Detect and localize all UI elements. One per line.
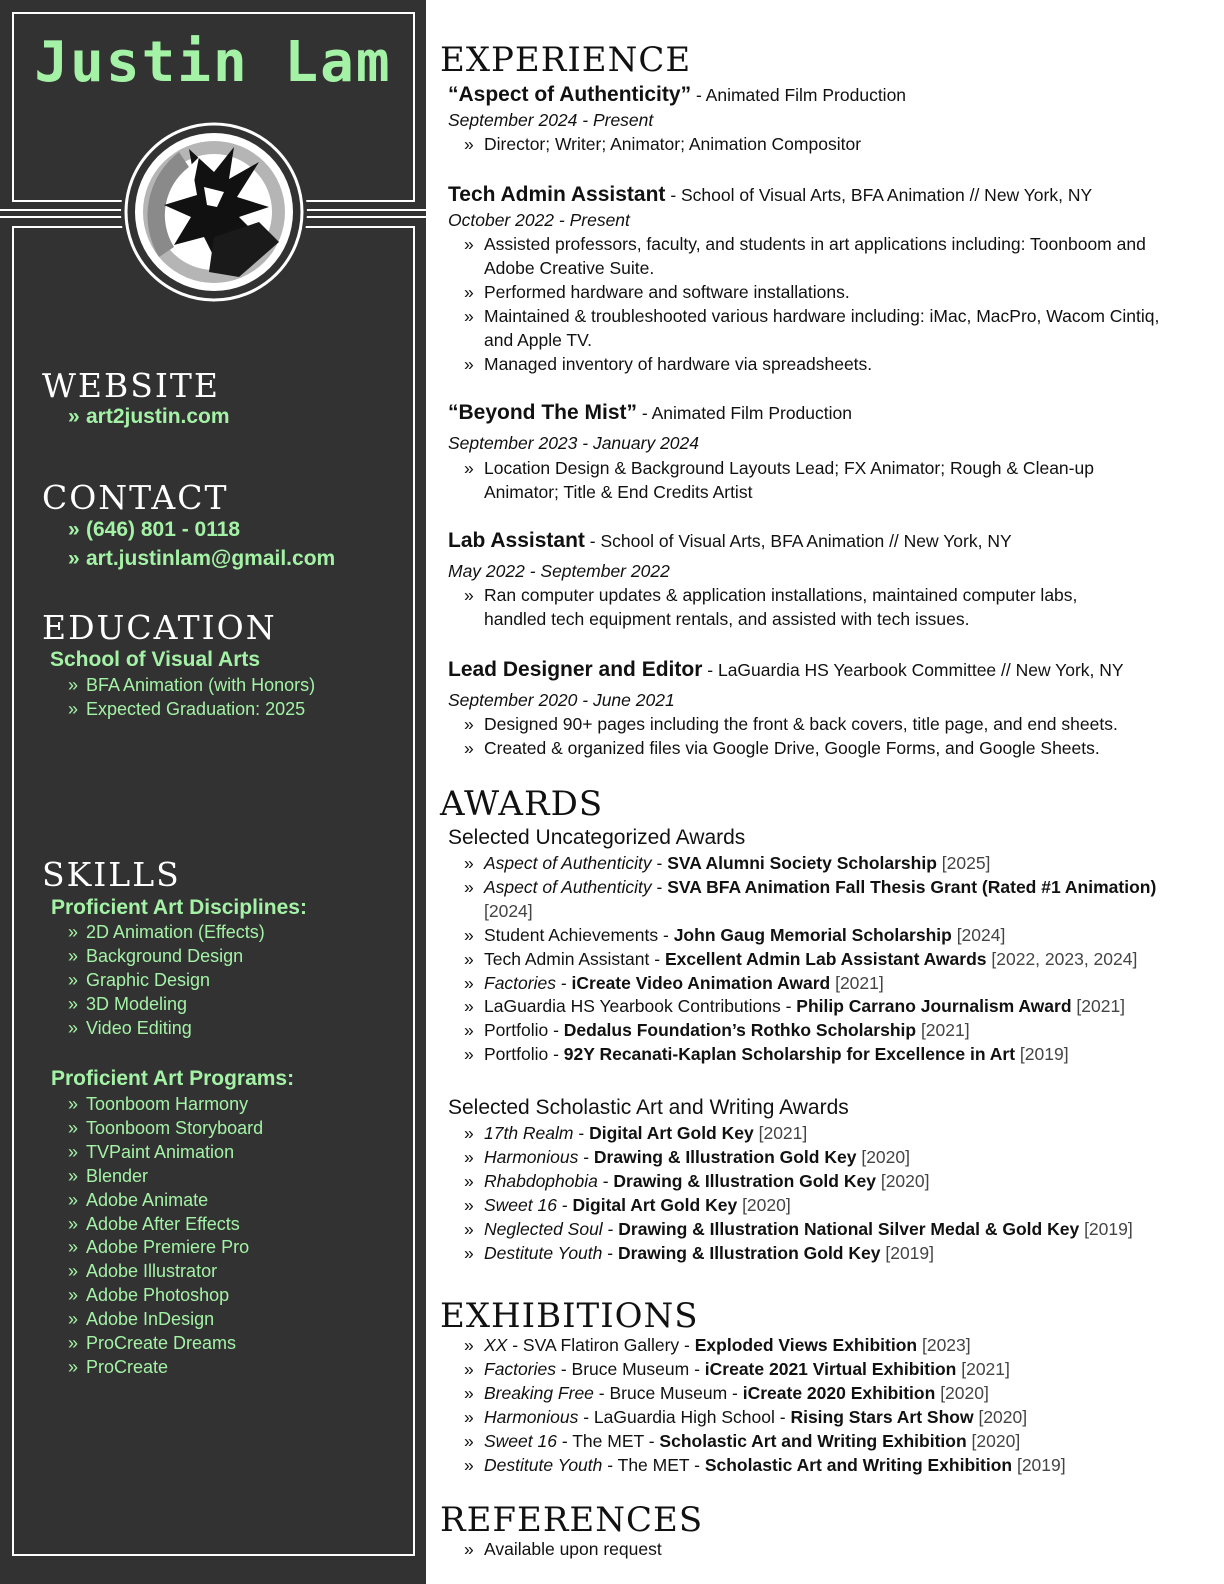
- list-item: » Director; Writer; Animator; Animation Compositor: [464, 133, 1194, 157]
- award-work: Factories: [484, 972, 556, 993]
- exhibition-show: iCreate 2020 Exhibition: [742, 1382, 936, 1403]
- exhibition-year: [2021]: [961, 1358, 1010, 1379]
- exhibition-work: Sweet 16: [484, 1430, 557, 1451]
- list-item: » Student Achievements - John Gaug Memorial Scholarship [2024]: [464, 924, 1174, 948]
- list-item: » Rhabdophobia - Drawing & Illustration Gold Key [2020]: [464, 1170, 1194, 1194]
- website-item: [68, 405, 230, 429]
- list-item: » Destitute Youth - The MET - Scholastic Art and Writing Exhibition [2019]: [464, 1454, 1194, 1478]
- award-name: Drawing & Illustration Gold Key: [593, 1146, 857, 1167]
- exhibition-work: Destitute Youth: [484, 1454, 603, 1475]
- list-item: » Sweet 16 - Digital Art Gold Key [2020]: [464, 1194, 1194, 1218]
- job-title-line: [448, 83, 906, 107]
- award-year: [2019]: [1084, 1218, 1133, 1239]
- award-year: [2021]: [835, 972, 884, 993]
- list-item: » Managed inventory of hardware via spreadsheets.: [464, 353, 1164, 377]
- award-year: [2021]: [1076, 996, 1126, 1017]
- school-name: School of Visual Arts: [50, 648, 261, 671]
- list-item: » Harmonious - Drawing & Illustration Gold Key [2020]: [464, 1146, 1194, 1170]
- list-item: » XX - SVA Flatiron Gallery - Exploded Views Exhibition [2023]: [464, 1334, 1194, 1358]
- award-work: Neglected Soul: [484, 1218, 603, 1239]
- exhibition-venue: Bruce Museum: [571, 1358, 690, 1379]
- list-item: » Breaking Free - Bruce Museum - iCreate 2020 Exhibition [2020]: [464, 1382, 1194, 1406]
- list-item: » Adobe Photoshop: [68, 1284, 263, 1308]
- award-work: Harmonious: [484, 1146, 579, 1167]
- list-item: » 17th Realm - Digital Art Gold Key [2021]: [464, 1122, 1194, 1146]
- exhibition-show: Scholastic Art and Writing Exhibition: [659, 1430, 967, 1451]
- award-name: SVA Alumni Society Scholarship: [667, 853, 937, 873]
- list-item: » Adobe Animate: [68, 1189, 263, 1213]
- job-org: - Animated Film Production: [695, 85, 907, 105]
- list-item: » Created & organized files via Google Drive, Google Forms, and Google Sheets.: [464, 737, 1194, 761]
- job-bullets: [464, 713, 1194, 761]
- list-item: » LaGuardia HS Yearbook Contributions - Philip Carrano Journalism Award [2021]: [464, 995, 1174, 1019]
- exhibitions-heading: EXHIBITIONS: [440, 1296, 699, 1336]
- list-item: » Performed hardware and software installations.: [464, 281, 1164, 305]
- award-work: Aspect of Authenticity: [484, 876, 652, 897]
- award-work: Aspect of Authenticity: [484, 853, 652, 873]
- job-bullets: [464, 457, 1164, 505]
- award-year: [2024]: [484, 900, 533, 921]
- award-year: [2019]: [1019, 1044, 1069, 1065]
- list-item: » Neglected Soul - Drawing & Illustration National Silver Medal & Gold Key [2019]: [464, 1218, 1194, 1242]
- job-bullets: [464, 233, 1164, 376]
- sidebar: [0, 0, 426, 1584]
- logo-emblem-icon: [119, 117, 309, 307]
- scholastic-awards-list: [464, 1122, 1194, 1265]
- job-title: “Aspect of Authenticity”: [448, 83, 692, 106]
- award-work: Portfolio: [484, 1044, 549, 1065]
- list-item: » Factories - Bruce Museum - iCreate 2021 Virtual Exhibition [2021]: [464, 1358, 1194, 1382]
- awards-heading: AWARDS: [440, 784, 604, 824]
- award-name: Drawing & Illustration Gold Key: [617, 1242, 881, 1263]
- award-name: Drawing & Illustration National Silver Medal & Gold Key: [618, 1218, 1080, 1239]
- list-item: » Expected Graduation: 2025: [68, 698, 315, 722]
- email-link[interactable]: art.justinlam@gmail.com: [86, 547, 336, 570]
- list-item: » Graphic Design: [68, 969, 265, 993]
- list-item: » Available upon request: [464, 1538, 1194, 1562]
- list-item: » Location Design & Background Layouts Lead; FX Animator; Rough & Clean-up Animator; Title & End Credits Artist: [464, 457, 1164, 505]
- job-bullets: [464, 133, 1194, 157]
- award-name: John Gaug Memorial Scholarship: [673, 924, 952, 945]
- list-item: » Adobe Premiere Pro: [68, 1236, 263, 1260]
- list-item: » Assisted professors, faculty, and students in art applications including: Toonboom and Adobe Creative Suite.: [464, 233, 1164, 281]
- exhibition-venue: The MET: [617, 1454, 690, 1475]
- list-item: » Harmonious - LaGuardia High School - Rising Stars Art Show [2020]: [464, 1406, 1194, 1430]
- award-work: LaGuardia HS Yearbook Contributions: [484, 996, 781, 1017]
- disciplines-heading: Proficient Art Disciplines:: [51, 896, 307, 919]
- exhibitions-list: [464, 1334, 1194, 1477]
- list-item: » Factories - iCreate Video Animation Award [2021]: [464, 972, 1174, 996]
- list-item: » BFA Animation (with Honors): [68, 674, 315, 698]
- list-item: » Adobe Illustrator: [68, 1260, 263, 1284]
- job-title: Lab Assistant: [448, 529, 585, 552]
- list-item: » Blender: [68, 1165, 263, 1189]
- exhibition-year: [2019]: [1016, 1454, 1066, 1475]
- list-item: » Background Design: [68, 945, 265, 969]
- job-title-line: [448, 183, 1092, 207]
- job-date: May 2022 - September 2022: [448, 561, 670, 581]
- exhibition-work: Harmonious: [484, 1406, 579, 1427]
- phone-item: [68, 518, 240, 542]
- job-org: - School of Visual Arts, BFA Animation // New York, NY: [670, 185, 1093, 205]
- job-date: September 2024 - Present: [448, 110, 654, 130]
- award-name: SVA BFA Animation Fall Thesis Grant (Rated #1 Animation): [667, 876, 1157, 897]
- award-name: 92Y Recanati-Kaplan Scholarship for Excellence in Art: [563, 1044, 1016, 1065]
- award-name: Dedalus Foundation’s Rothko Scholarship: [563, 1020, 917, 1041]
- programs-list: [68, 1093, 263, 1380]
- exhibition-show: Rising Stars Art Show: [790, 1406, 974, 1427]
- list-item: » TVPaint Animation: [68, 1141, 263, 1165]
- job-title-line: [448, 529, 1012, 553]
- job-org: - Animated Film Production: [641, 403, 852, 423]
- list-item: » Maintained & troubleshooted various hardware including: iMac, MacPro, Wacom Cintiq, and Apple TV.: [464, 305, 1164, 353]
- exhibition-show: Scholastic Art and Writing Exhibition: [704, 1454, 1013, 1475]
- bullet-icon: »: [68, 547, 80, 570]
- exhibition-year: [2020]: [978, 1406, 1028, 1427]
- exhibition-show: Exploded Views Exhibition: [694, 1335, 918, 1355]
- list-item: » Toonboom Storyboard: [68, 1117, 263, 1141]
- job-title: Tech Admin Assistant: [448, 183, 666, 206]
- job-date: October 2022 - Present: [448, 210, 630, 230]
- list-item: » Aspect of Authenticity - SVA Alumni Society Scholarship [2025]: [464, 852, 1174, 876]
- list-item: » ProCreate Dreams: [68, 1332, 263, 1356]
- exhibition-work: XX: [484, 1335, 508, 1355]
- award-year: [2021]: [758, 1123, 808, 1143]
- award-name: Digital Art Gold Key: [589, 1123, 754, 1143]
- exhibition-year: [2020]: [940, 1382, 989, 1403]
- job-org: - LaGuardia HS Yearbook Committee // New York, NY: [707, 660, 1124, 680]
- website-heading: WEBSITE: [42, 366, 221, 405]
- exhibition-year: [2020]: [971, 1430, 1021, 1451]
- bullet-icon: »: [68, 518, 80, 541]
- award-year: [2020]: [742, 1194, 791, 1215]
- list-item: » Designed 90+ pages including the front & back covers, title page, and end sheets.: [464, 713, 1194, 737]
- award-name: Drawing & Illustration Gold Key: [613, 1170, 876, 1191]
- award-name: Philip Carrano Journalism Award: [796, 996, 1072, 1017]
- exhibition-show: iCreate 2021 Virtual Exhibition: [704, 1358, 957, 1379]
- website-link[interactable]: art2justin.com: [86, 405, 230, 428]
- candidate-name: Justin Lam: [34, 30, 392, 95]
- award-work: Sweet 16: [484, 1194, 557, 1215]
- award-work: Student Achievements: [484, 924, 659, 945]
- award-work: Destitute Youth: [484, 1242, 603, 1263]
- programs-heading: Proficient Art Programs:: [51, 1067, 295, 1090]
- skills-heading: SKILLS: [42, 855, 181, 894]
- exhibition-venue: Bruce Museum: [609, 1382, 728, 1403]
- list-item: » 3D Modeling: [68, 993, 265, 1017]
- list-item: » Adobe After Effects: [68, 1213, 263, 1237]
- scholastic-awards-heading: Selected Scholastic Art and Writing Awards: [448, 1096, 849, 1119]
- award-year: [2020]: [861, 1146, 910, 1167]
- list-item: » Destitute Youth - Drawing & Illustration Gold Key [2019]: [464, 1242, 1194, 1266]
- list-item: » Adobe InDesign: [68, 1308, 263, 1332]
- award-name: Excellent Admin Lab Assistant Awards: [664, 948, 987, 969]
- exhibition-year: [2023]: [921, 1335, 971, 1355]
- list-item: » Video Editing: [68, 1017, 265, 1041]
- list-item: » Portfolio - Dedalus Foundation’s Rothko Scholarship [2021]: [464, 1019, 1174, 1043]
- list-item: » Toonboom Harmony: [68, 1093, 263, 1117]
- references-list: [464, 1538, 1194, 1562]
- exhibition-work: Breaking Free: [484, 1382, 594, 1403]
- list-item: » Sweet 16 - The MET - Scholastic Art and Writing Exhibition [2020]: [464, 1430, 1194, 1454]
- education-list: [68, 674, 315, 722]
- award-work: Portfolio: [484, 1020, 549, 1041]
- exhibition-venue: LaGuardia High School: [593, 1406, 775, 1427]
- award-year: [2025]: [941, 853, 991, 873]
- award-work: 17th Realm: [484, 1123, 574, 1143]
- experience-heading: EXPERIENCE: [440, 40, 692, 80]
- job-org: - School of Visual Arts, BFA Animation // New York, NY: [589, 531, 1012, 551]
- award-year: [2022, 2023, 2024]: [991, 948, 1138, 969]
- email-item: [68, 547, 335, 571]
- award-name: iCreate Video Animation Award: [571, 972, 831, 993]
- phone-number[interactable]: (646) 801 - 0118: [86, 518, 241, 541]
- education-heading: EDUCATION: [42, 608, 277, 647]
- award-year: [2020]: [880, 1170, 930, 1191]
- uncategorized-awards-heading: Selected Uncategorized Awards: [448, 826, 746, 849]
- job-title: Lead Designer and Editor: [448, 658, 703, 681]
- list-item: » Ran computer updates & application installations, maintained computer labs, handled tech equipment rentals, and assisted with tech issues.: [464, 584, 1144, 632]
- job-date: September 2020 - June 2021: [448, 690, 675, 710]
- award-year: [2021]: [920, 1020, 970, 1041]
- list-item: » 2D Animation (Effects): [68, 921, 265, 945]
- award-name: Digital Art Gold Key: [572, 1194, 738, 1215]
- job-title-line: [448, 658, 1124, 682]
- job-title-line: [448, 401, 852, 425]
- job-bullets: [464, 584, 1144, 632]
- award-year: [2019]: [885, 1242, 934, 1263]
- job-date: September 2023 - January 2024: [448, 433, 699, 453]
- award-work: Tech Admin Assistant: [484, 948, 650, 969]
- exhibition-venue: The MET: [572, 1430, 644, 1451]
- award-work: Rhabdophobia: [484, 1170, 598, 1191]
- list-item: » ProCreate: [68, 1356, 263, 1380]
- exhibition-venue: SVA Flatiron Gallery: [522, 1335, 680, 1355]
- list-item: » Portfolio - 92Y Recanati-Kaplan Scholarship for Excellence in Art [2019]: [464, 1043, 1174, 1067]
- uncategorized-awards-list: [464, 852, 1174, 1067]
- list-item: » Tech Admin Assistant - Excellent Admin Lab Assistant Awards [2022, 2023, 2024]: [464, 948, 1174, 972]
- contact-heading: CONTACT: [42, 478, 229, 517]
- award-year: [2024]: [956, 924, 1006, 945]
- list-item: » Aspect of Authenticity - SVA BFA Animation Fall Thesis Grant (Rated #1 Animation) [2024]: [464, 876, 1174, 924]
- bullet-icon: »: [68, 405, 80, 428]
- disciplines-list: [68, 921, 265, 1041]
- references-heading: REFERENCES: [440, 1500, 704, 1540]
- job-title: “Beyond The Mist”: [448, 401, 638, 424]
- exhibition-work: Factories: [484, 1358, 556, 1379]
